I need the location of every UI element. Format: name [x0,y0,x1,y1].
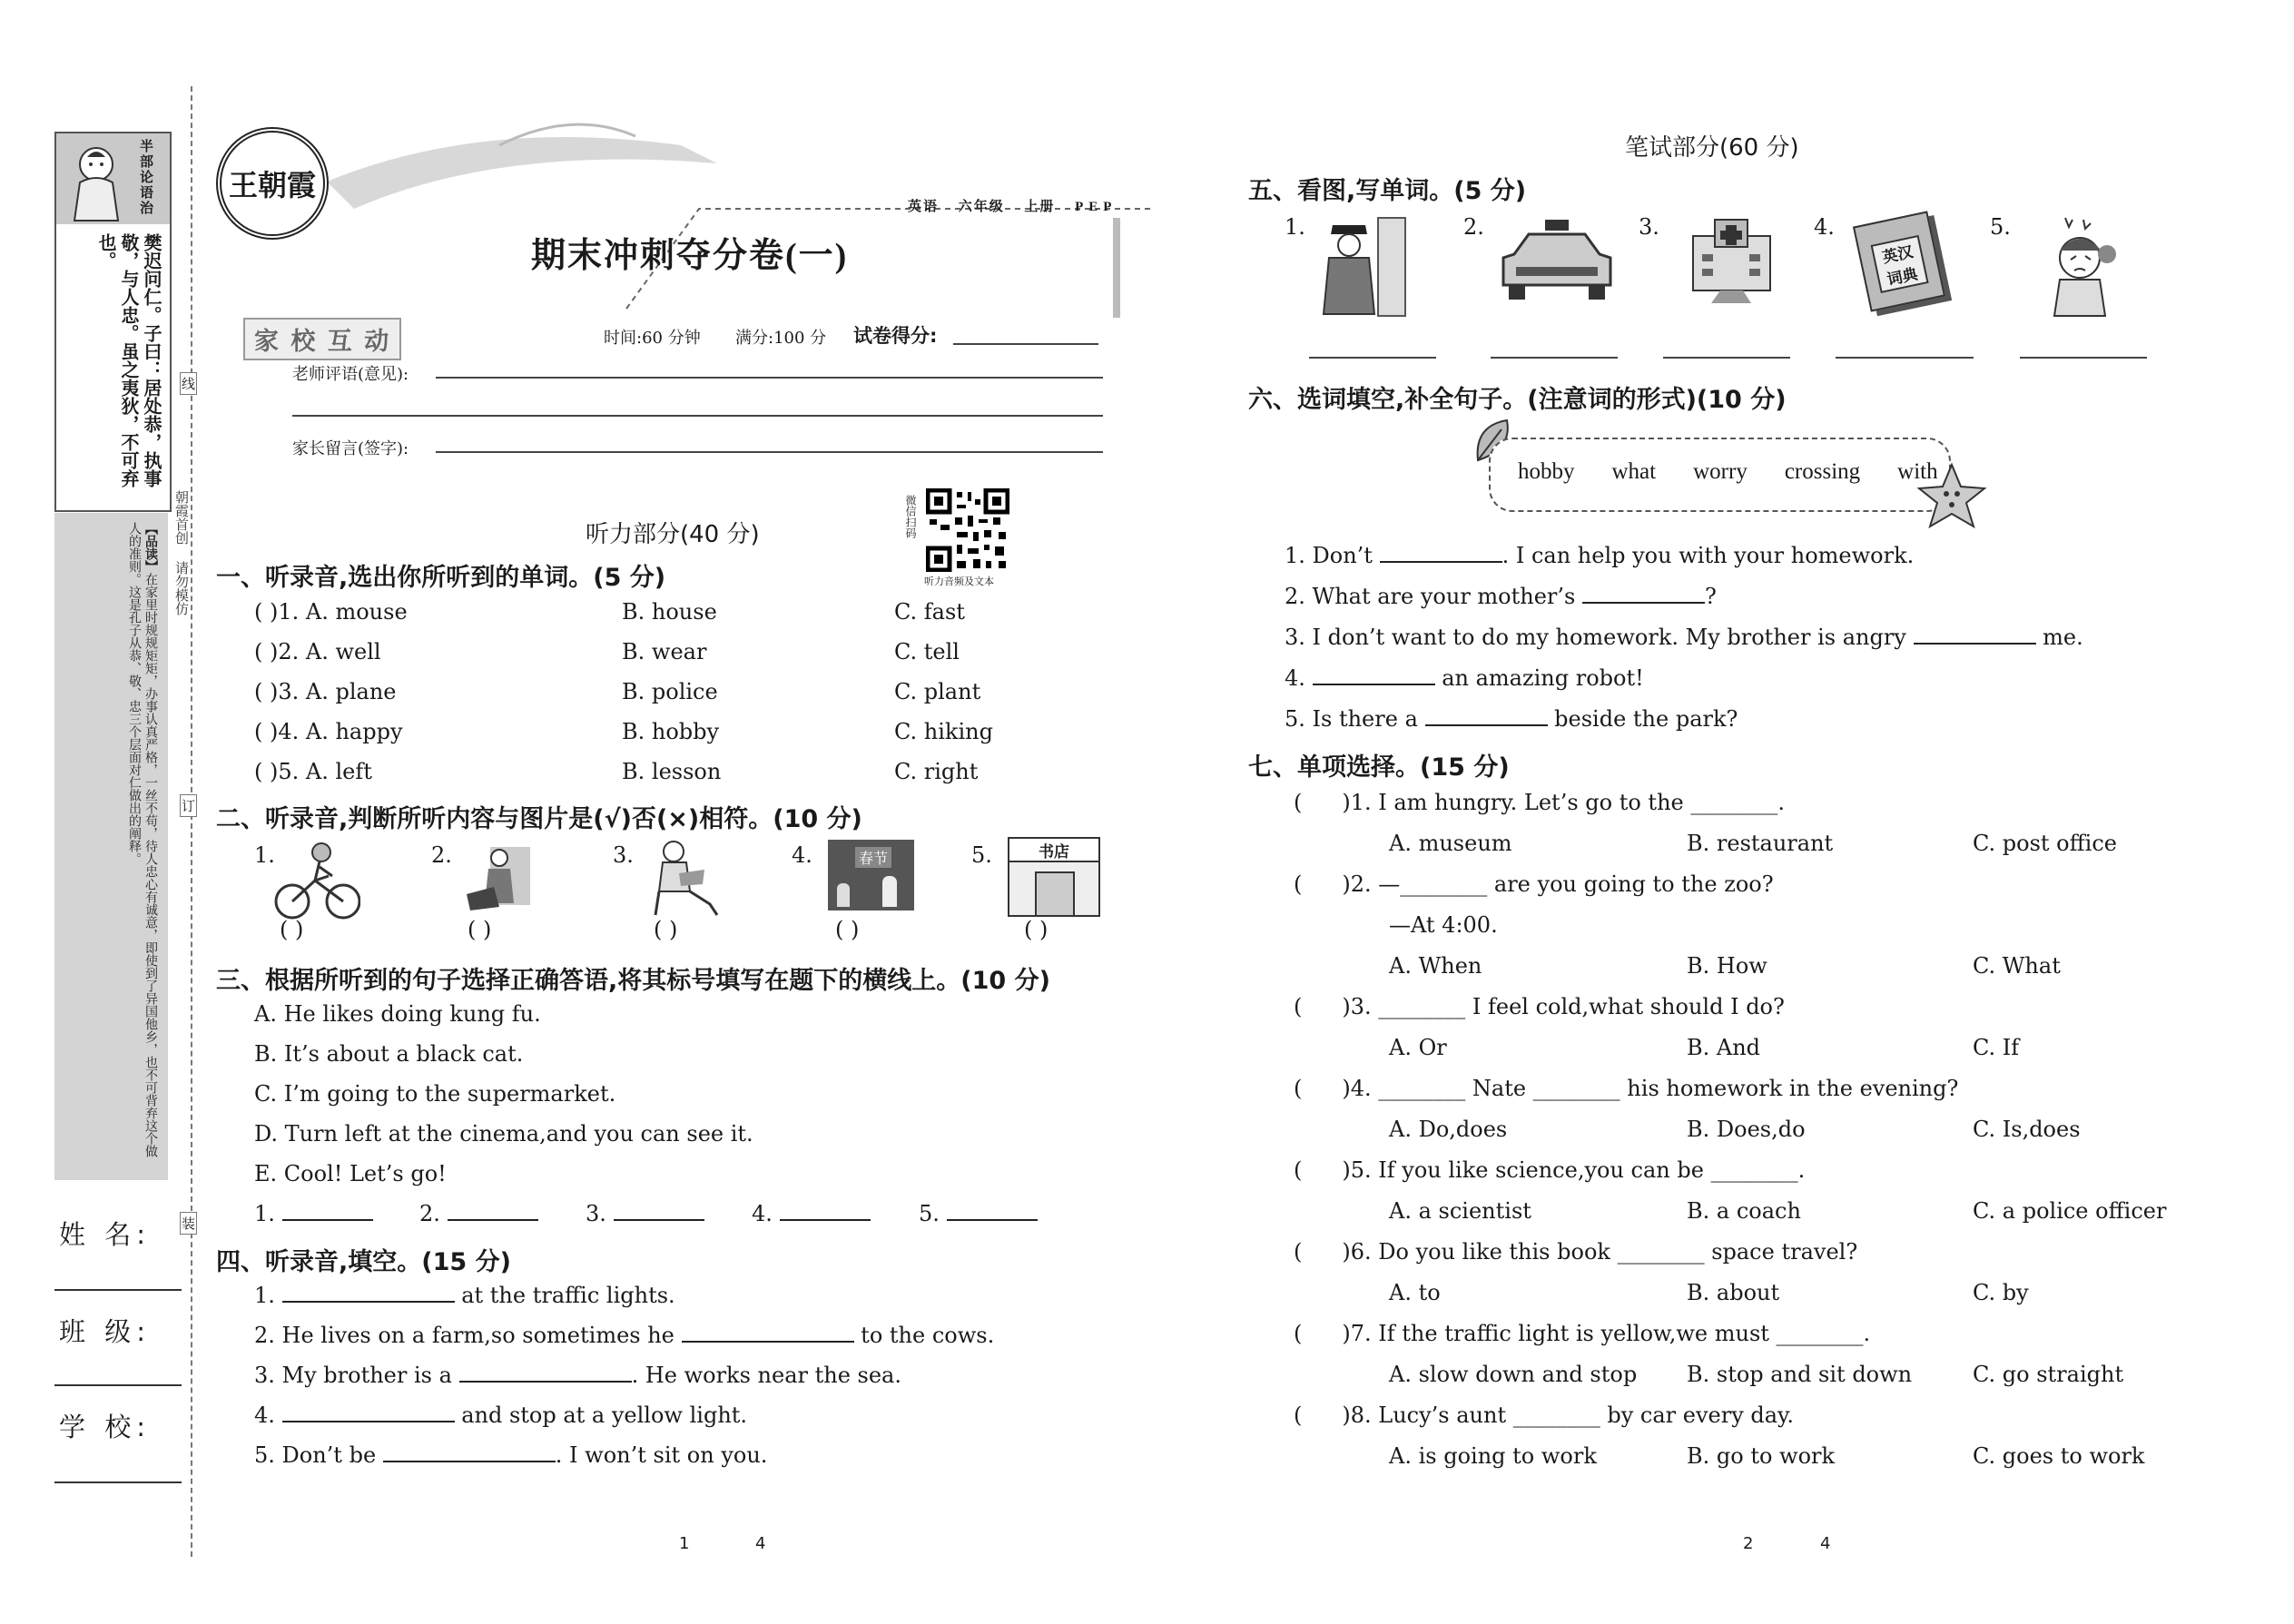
class-field[interactable] [54,1384,182,1386]
full-score-info: 满分:100 分 [735,329,827,348]
s6-q5[interactable]: 5. Is there a beside the park? [1285,706,1738,732]
s5-num-3: 3. [1639,214,1659,240]
exam-title: 期末冲刺夺分卷(一) [531,237,849,275]
s7-q2-b[interactable]: B. How [1687,953,1767,979]
home-school-badge: 家 校 互 动 [243,318,401,360]
s7-q4-b[interactable]: B. Does,do [1687,1117,1806,1142]
s7-q1-a[interactable]: A. museum [1389,831,1512,856]
s5-answer-2[interactable] [1491,357,1618,359]
cycling-boy-icon [274,840,360,921]
s3-answer-3[interactable]: 3. [586,1201,704,1226]
s2-paren-3[interactable]: ( ) [654,917,678,942]
s5-num-2: 2. [1463,214,1484,240]
s7-q3-a[interactable]: A. Or [1389,1035,1447,1060]
s5-answer-1[interactable] [1309,357,1436,359]
analects-quote: 樊迟问仁。子曰：居处恭，执事敬，与人忠。虽之夷狄，不可弃也。 [95,233,162,487]
s6-q2[interactable]: 2. What are your mother’s ? [1285,584,1717,609]
s7-q7-b[interactable]: B. stop and sit down [1687,1362,1913,1387]
police-officer-icon [1307,214,1412,319]
school-field[interactable] [54,1481,182,1483]
cut-mark-2: 订 [180,794,197,817]
s7-q6-a[interactable]: A. to [1389,1280,1441,1305]
s3-title: 三、根据所听到的句子选择正确答语,将其标号填写在题下的横线上。(10 分) [216,967,1050,995]
s2-title: 二、听录音,判断所听内容与图片是(√)否(×)相符。(10 分) [216,805,862,833]
bookstore-picture: 书店 [1008,837,1100,917]
dictionary-picture: 英汉词典 [1853,211,1945,311]
s6-q3[interactable]: 3. I don’t want to do my homework. My brother is angry me. [1285,625,2083,650]
page-total-left: 4 [755,1534,766,1553]
s7-q1[interactable]: ( )1. I am hungry. Let’s go to the ________. [1294,790,1785,815]
s7-q8-b[interactable]: B. go to work [1687,1443,1836,1469]
cut-mark-1: 线 [180,372,197,395]
s1-q5-b[interactable]: B. lesson [622,759,722,784]
s6-q4[interactable]: 4. an amazing robot! [1285,665,1644,691]
s7-q8-c[interactable]: C. goes to work [1973,1443,2145,1469]
s4-q4[interactable]: 4. and stop at a yellow light. [254,1403,748,1428]
s7-q7[interactable]: ( )7. If the traffic light is yellow,we must ________. [1294,1321,1871,1346]
s7-q2-a[interactable]: A. When [1389,953,1482,979]
s2-paren-5[interactable]: ( ) [1024,917,1049,942]
s3-option-e: E. Cool! Let’s go! [254,1161,447,1186]
taxi-icon [1498,218,1616,304]
s1-q2[interactable]: ( )2. A. well [254,639,381,664]
s5-answer-4[interactable] [1836,357,1974,359]
teacher-comment-label: 老师评语(意见): [292,365,409,384]
page-total-right: 4 [1820,1534,1831,1553]
s2-num-1: 1. [254,842,275,868]
writing-title: 笔试部分(60 分) [1625,134,1799,162]
s1-title: 一、听录音,选出你所听到的单词。(5 分) [216,564,666,592]
s5-num-4: 4. [1814,214,1835,240]
s1-q2-c[interactable]: C. tell [894,639,960,664]
s7-q2-reply: —At 4:00. [1389,912,1498,938]
s5-num-1: 1. [1285,214,1305,240]
s7-q6[interactable]: ( )6. Do you like this book ________ space travel? [1294,1239,1858,1265]
school-label: 学 校: [59,1412,151,1442]
s4-q2[interactable]: 2. He lives on a farm,so sometimes he to the cows. [254,1323,995,1348]
name-field[interactable] [54,1289,182,1291]
parent-comment-line[interactable] [436,451,1103,453]
s7-q2[interactable]: ( )2. —________ are you going to the zoo? [1294,871,1774,897]
sidebar-reading-box [54,513,168,1180]
s4-q5[interactable]: 5. Don’t be . I won’t sit on you. [254,1442,768,1468]
reading-man-icon [646,837,724,919]
s7-q7-c[interactable]: C. go straight [1973,1362,2124,1387]
s7-q4[interactable]: ( )4. ________ Nate ________ his homework in the evening? [1294,1076,1959,1101]
s5-title: 五、看图,写单词。(5 分) [1248,177,1527,205]
reading-text: 【品读】在家里时规规矩矩，办事认真严格，一丝不苟，待人忠心有诚意，即使到了异国他乡，也不可背弃这个做人的准则。这是孔子从恭、敬、忠三个层面对仁做出的阐释。 [127,522,158,1157]
s7-q1-b[interactable]: B. restaurant [1687,831,1834,856]
page-number-left: 1 [679,1534,690,1553]
teacher-comment-line-2[interactable] [292,415,1103,417]
copyright-note: 朝霞首创 请勿模仿 [173,490,190,615]
s1-q4-c[interactable]: C. hiking [894,719,993,744]
cut-mark-3: 装 [180,1212,197,1235]
confucius-icon [62,137,130,223]
s2-paren-2[interactable]: ( ) [468,917,492,942]
s3-option-c: C. I’m going to the supermarket. [254,1081,616,1107]
s1-q5[interactable]: ( )5. A. left [254,759,372,784]
s3-answer-1[interactable]: 1. [254,1201,373,1226]
s1-q1-c[interactable]: C. fast [894,599,965,625]
s7-q5-a[interactable]: A. a scientist [1389,1198,1531,1224]
s5-answer-3[interactable] [1663,357,1790,359]
man-with-laptop-icon [463,840,536,912]
teacher-comment-line-1[interactable] [436,377,1103,379]
s7-q3-b[interactable]: B. And [1687,1035,1761,1060]
s6-q1[interactable]: 1. Don’t . I can help you with your homework. [1285,543,1915,568]
s3-option-a: A. He likes doing kung fu. [254,1001,541,1027]
page-number-right: 2 [1743,1534,1754,1553]
s3-answer-4[interactable]: 4. [752,1201,871,1226]
s1-q3[interactable]: ( )3. A. plane [254,679,397,704]
classroom-picture: 春节 [828,840,914,910]
hospital-icon [1675,218,1788,304]
s7-q8-a[interactable]: A. is going to work [1389,1443,1597,1469]
s7-q3-c[interactable]: C. If [1973,1035,2020,1060]
sidebar-quote-box [54,132,172,512]
score-field[interactable] [953,343,1098,345]
s2-num-5: 5. [971,842,992,868]
s3-option-b: B. It’s about a black cat. [254,1041,524,1067]
s5-answer-5[interactable] [2020,357,2147,359]
s3-option-d: D. Turn left at the cinema,and you can see it. [254,1121,753,1147]
s1-q4[interactable]: ( )4. A. happy [254,719,403,744]
s7-q1-c[interactable]: C. post office [1973,831,2117,856]
subject-tags: 英语 六年级 上册 PEP [908,198,1117,214]
s1-q2-b[interactable]: B. wear [622,639,707,664]
s7-q4-a[interactable]: A. Do,does [1389,1117,1508,1142]
s7-q6-b[interactable]: B. about [1687,1280,1780,1305]
word-bank [1489,438,1951,512]
s7-q5-c[interactable]: C. a police officer [1973,1198,2167,1224]
motto-text: 半 部 论 语 治 [140,138,154,216]
angry-girl-icon [2038,214,2124,319]
s7-q5-b[interactable]: B. a coach [1687,1198,1801,1224]
word-bank-list: hobby what worry crossing with [1518,459,1938,484]
score-label: 试卷得分: [853,325,938,347]
s5-num-5: 5. [1990,214,2011,240]
s1-q3-c[interactable]: C. plant [894,679,981,704]
s7-q2-c[interactable]: C. What [1973,953,2061,979]
name-label: 姓 名: [59,1219,151,1250]
qr-side-label: 微信扫码 [904,495,917,538]
s4-q3[interactable]: 3. My brother is a . He works near the sea. [254,1363,901,1388]
s7-q8[interactable]: ( )8. Lucy’s aunt ________ by car every day. [1294,1403,1795,1428]
class-label: 班 级: [59,1316,151,1347]
starfish-icon [1915,461,1988,529]
brand-logo: 王朝霞 [216,127,329,240]
s6-title: 六、选词填空,补全句子。(注意词的形式)(10 分) [1248,386,1787,414]
cut-line [191,86,192,1557]
time-info: 时间:60 分钟 [604,329,701,348]
s7-q5[interactable]: ( )5. If you like science,you can be ________. [1294,1157,1806,1183]
s2-num-3: 3. [613,842,634,868]
s1-q5-c[interactable]: C. right [894,759,979,784]
parent-comment-label: 家长留言(签字): [292,439,409,458]
s7-q7-a[interactable]: A. slow down and stop [1389,1362,1638,1387]
s3-answer-5[interactable]: 5. [919,1201,1038,1226]
qr-code-icon[interactable] [926,488,1009,572]
s2-num-2: 2. [431,842,452,868]
qr-caption: 听力音频及文本 [924,576,994,587]
s7-q4-c[interactable]: C. Is,does [1973,1117,2081,1142]
s1-q1[interactable]: ( )1. A. mouse [254,599,408,625]
s3-answer-2[interactable]: 2. [419,1201,538,1226]
s1-q1-b[interactable]: B. house [622,599,717,625]
sidebar-header [56,133,170,224]
s7-title: 七、单项选择。(15 分) [1248,753,1510,782]
listening-title: 听力部分(40 分) [586,521,760,548]
s7-q3[interactable]: ( )3. ________ I feel cold,what should I do? [1294,994,1785,1019]
s7-q6-c[interactable]: C. by [1973,1280,2029,1305]
s2-paren-1[interactable]: ( ) [280,917,304,942]
s2-paren-4[interactable]: ( ) [835,917,860,942]
s4-title: 四、听录音,填空。(15 分) [216,1248,511,1276]
s1-q4-b[interactable]: B. hobby [622,719,720,744]
s1-q3-b[interactable]: B. police [622,679,718,704]
s4-q1[interactable]: 1. at the traffic lights. [254,1283,675,1308]
s2-num-4: 4. [792,842,812,868]
